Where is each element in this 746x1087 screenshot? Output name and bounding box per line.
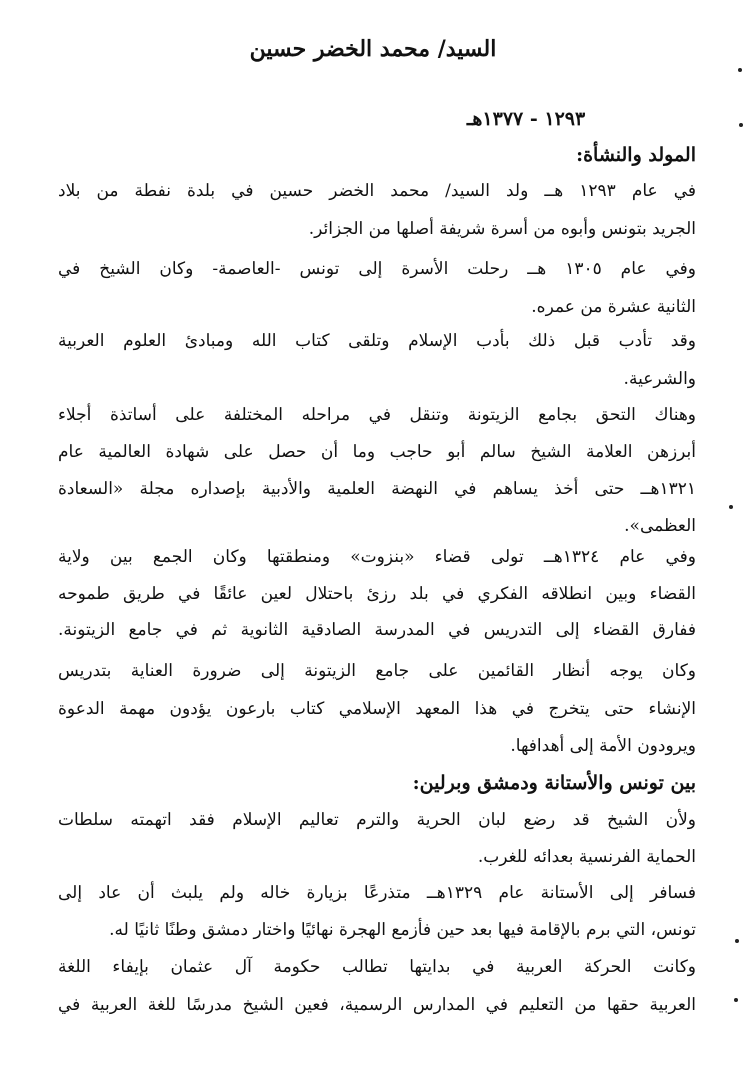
section-heading-birth: المولد والنشأة:: [576, 144, 696, 166]
text-line: العربية حقها من التعليم في المدارس الرسمية، فعين الشيخ مدرسًا للغة العربية في: [58, 995, 696, 1015]
scan-speck: [739, 123, 743, 127]
text-line: وكانت الحركة العربية في بدايتها تطالب حكومة آل عثمان بإيفاء اللغة: [58, 957, 696, 977]
scan-speck: [735, 939, 739, 943]
text-line: والشرعية.: [623, 369, 696, 389]
text-line: ولأن الشيخ قد رضع لبان الحرية والترم تعاليم الإسلام فقد اتهمته سلطات: [58, 810, 696, 830]
text-line: القضاء وبين انطلاقه الفكري في بلد رزئ باحتلال لعين عائقًا في طريق طموحه: [58, 584, 696, 604]
scan-speck: [738, 68, 742, 72]
text-line: فسافر إلى الأستانة عام ١٣٢٩هــ متذرعًا بزيارة خاله ولم يلبث أن عاد إلى: [58, 883, 696, 903]
text-line: أبرزهن العلامة الشيخ سالم أبو حاجب وما أن حصل على شهادة العالمية عام: [58, 442, 696, 462]
life-dates: ١٢٩٣ - ١٣٧٧هـ: [466, 108, 586, 130]
text-line: الجريد بتونس وأبوه من أسرة شريفة أصلها من الجزائر.: [308, 219, 696, 239]
text-line: العظمى».: [624, 516, 696, 536]
section-heading-travels: بين تونس والأستانة ودمشق وبرلين:: [412, 772, 696, 794]
text-line: ويرودون الأمة إلى أهدافها.: [510, 736, 696, 756]
text-line: في عام ١٢٩٣ هــ ولد السيد/ محمد الخضر حسين في بلدة نفطة من بلاد: [58, 181, 697, 201]
text-line: ١٣٢١هــ حتى أخذ يساهم في النهضة العلمية والأدبية بإصداره مجلة «السعادة: [58, 479, 696, 499]
text-line: وقد تأدب قبل ذلك بأدب الإسلام وتلقى كتاب الله ومبادئ العلوم العربية: [58, 331, 696, 351]
text-line: وكان يوجه أنظار القائمين على جامع الزيتونة إلى ضرورة العناية بتدريس: [58, 661, 696, 681]
text-line: ففارق القضاء إلى التدريس في المدرسة الصادقية الثانوية ثم في جامع الزيتونة.: [58, 620, 696, 640]
text-line: وفي عام ١٣٢٤هــ تولى قضاء «بنزوت» ومنطقتها وكان الجمع بين ولاية: [58, 547, 696, 567]
text-line: الحماية الفرنسية بعدائه للغرب.: [477, 847, 696, 867]
text-line: الإنشاء حتى يتخرج في هذا المعهد الإسلامي كتاب بارعون يؤدون مهمة الدعوة: [58, 699, 696, 719]
scan-speck: [729, 505, 733, 509]
page-title: السيد/ محمد الخضر حسين: [249, 36, 497, 62]
scan-speck: [734, 998, 738, 1002]
text-line: وهناك التحق بجامع الزيتونة وتنقل في مراحله المختلفة على أساتذة أجلاء: [58, 405, 696, 425]
text-line: تونس، التي برم بالإقامة فيها بعد حين فأزمع الهجرة نهائيًا واختار دمشق وطنًا ثانيًا له.: [109, 920, 696, 940]
text-line: وفي عام ١٣٠٥ هــ رحلت الأسرة إلى تونس -العاصمة- وكان الشيخ في: [58, 259, 697, 279]
text-line: الثانية عشرة من عمره.: [531, 297, 696, 317]
